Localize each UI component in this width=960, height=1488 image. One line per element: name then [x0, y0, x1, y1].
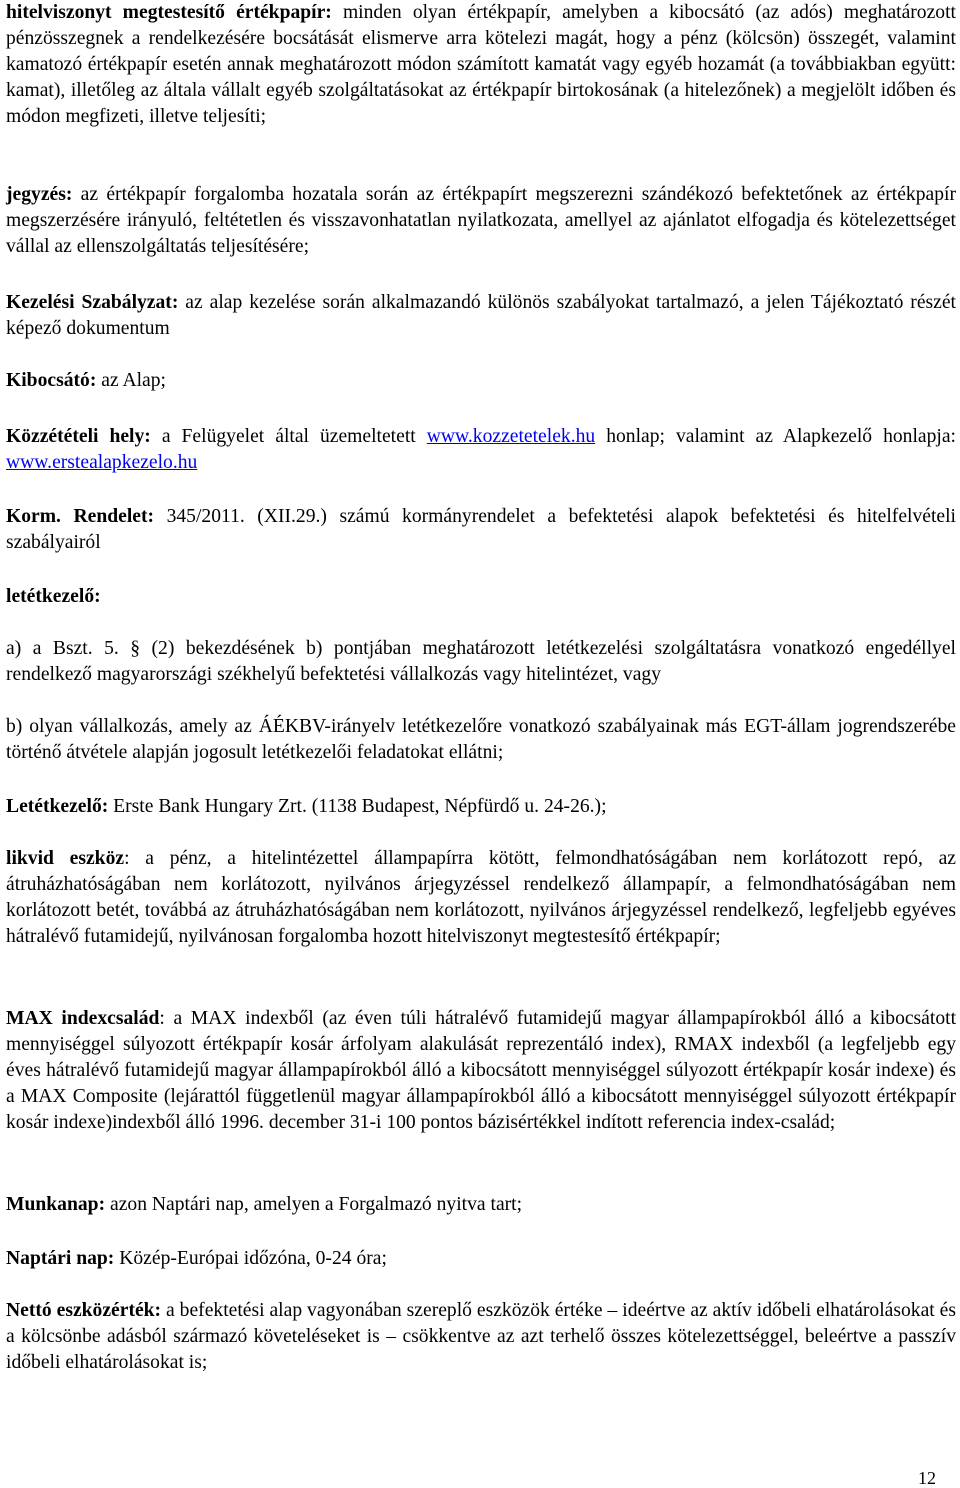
definition-hitelviszonyt — [6, 0, 956, 130]
letetkezelo-item-b — [6, 714, 956, 766]
definition-text-korm-rendelet: 345/2011. (XII.29.) számú kormányrendelet a befektetési alapok befektetési és hitelfelvételi szabályairól — [6, 506, 956, 553]
definition-kozzeteteli-hely — [6, 424, 956, 476]
definition-letetkezelo-heading — [6, 584, 101, 610]
definition-likvid-eszkoz — [6, 846, 956, 950]
definition-text-naptari-nap: Közép-Európai időzóna, 0-24 óra; — [114, 1248, 387, 1269]
definition-jegyzes — [6, 182, 956, 260]
definition-munkanap — [6, 1192, 522, 1218]
term-kozzeteteli-hely: Közzétételi hely: — [6, 426, 151, 447]
term-letetkezelo: letétkezelő: — [6, 586, 101, 607]
term-kibocsato: Kibocsátó: — [6, 370, 97, 391]
definition-kibocsato — [6, 368, 166, 394]
page-number: 12 — [918, 1468, 936, 1488]
definition-text-letetkezelo-erste: Erste Bank Hungary Zrt. (1138 Budapest, Népfürdő u. 24-26.); — [108, 796, 607, 817]
term-letetkezelo-erste: Letétkezelő: — [6, 796, 109, 817]
term-jegyzes: jegyzés: — [6, 184, 73, 205]
term-korm-rendelet: Korm. Rendelet: — [6, 506, 155, 527]
term-kezelesi-szabalyzat: Kezelési Szabályzat: — [6, 292, 179, 313]
letetkezelo-item-a — [6, 636, 956, 688]
term-netto-eszkozertek: Nettó eszközérték: — [6, 1300, 162, 1321]
definition-text-kibocsato: az Alap; — [96, 370, 166, 391]
term-hitelviszonyt: hitelviszonyt megtestesítő értékpapír: — [6, 2, 332, 23]
definition-text-kozzeteteli-hely-b: honlap; valamint az Alapkezelő honlapja: — [595, 426, 956, 447]
erstealapkezelo-link[interactable]: www.erstealapkezelo.hu — [6, 452, 198, 473]
letetkezelo-item-a-text: a) a Bszt. 5. § (2) bekezdésének b) pontjában meghatározott letétkezelési szolgáltatásra vonatkozó engedéllyel rendelkező magyarországi székhelyű befektetési vállalkozás vagy hitelintézet, vagy — [6, 638, 956, 685]
definition-text-likvid-eszkoz: : a pénz, a hitelintézettel állampapírra kötött, felmondhatóságában nem korlátozott repó, az átruházhatóságában nem korlátozott, nyilvános árjegyzéssel rendelkező állampapír, a felmondhatóságában nem korlátozott betét, továbbá az átruházhatóságában nem korlátozott, nyilvános árjegyzéssel rendelkező, legfeljebb egyéves hátralévő futamidejű, nyilvánosan forgalomba hozott hitelviszonyt megtestesítő értékpapír; — [6, 848, 957, 947]
definition-korm-rendelet — [6, 504, 956, 556]
definition-text-hitelviszonyt: minden olyan értékpapír, amelyben a kibocsátó (az adós) meghatározott pénzösszegnek a rendelkezésére bocsátását elismerve arra kötelezi magát, hogy a pénz (kölcsön) összegét, valamint kamatozó értékpapír esetén annak meghatározott módon számított kamatát vagy egyéb hozamát (a továbbiakban együtt: kamat), illetőleg az általa vállalt egyéb szolgáltatásokat az értékpapír birtokosának (a hitelezőnek) a megjelölt időben és módon megfizeti, illetve teljesíti; — [6, 2, 956, 127]
term-munkanap: Munkanap: — [6, 1194, 106, 1215]
definition-letetkezelo-erste — [6, 794, 607, 820]
definition-netto-eszkozertek — [6, 1298, 956, 1376]
definition-text-kozzeteteli-hely-a: a Felügyelet által üzemeltetett — [150, 426, 427, 447]
term-naptari-nap: Naptári nap: — [6, 1248, 115, 1269]
definition-naptari-nap — [6, 1246, 387, 1272]
letetkezelo-item-b-text: b) olyan vállalkozás, amely az ÁÉKBV-irányelv letétkezelőre vonatkozó szabályainak más EGT-állam jogrendszerébe történő átvétele alapján jogosult letétkezelői feladatokat ellátni; — [6, 716, 956, 763]
term-max-indexcsalad: MAX indexcsalád — [6, 1008, 160, 1029]
definition-text-netto-eszkozertek: a befektetési alap vagyonában szereplő eszközök értéke – ideértve az aktív időbeli elhatárolásokat és a kölcsönbe adásból származó követeléseket is – csökkentve az azt terhelő összes kötelezettséggel, beleértve a passzív időbeli elhatárolásokat is; — [6, 1300, 956, 1373]
definition-text-munkanap: azon Naptári nap, amelyen a Forgalmazó nyitva tart; — [105, 1194, 523, 1215]
definition-max-indexcsalad — [6, 1006, 956, 1136]
kozzetetelek-link[interactable]: www.kozzetetelek.hu — [426, 426, 596, 447]
definition-text-max-indexcsalad: : a MAX indexből (az éven túli hátralévő futamidejű magyar állampapírokból álló a kibocsátott mennyiséggel súlyozott értékpapír kosár árfolyam alakulását reprezentáló index), RMAX indexből (a legfeljebb egy éves hátralévő futamidejű magyar állampapírokból álló a kibocsátott mennyiséggel súlyozott értékpapír kosár indexe) és a MAX Composite (lejárattól függetlenül magyar állampapírokból álló a kibocsátott mennyiséggel súlyozott értékpapír kosár indexe)indexből álló 1996. december 31-i 100 pontos bázisértékkel indított referencia index-család; — [6, 1008, 957, 1133]
definition-text-kezelesi-szabalyzat: az alap kezelése során alkalmazandó különös szabályokat tartalmazó, a jelen Tájékoztató részét képező dokumentum — [6, 292, 956, 339]
term-likvid-eszkoz: likvid eszköz — [6, 848, 125, 869]
definition-text-jegyzes: az értékpapír forgalomba hozatala során az értékpapírt megszerezni szándékozó befektetőnek az értékpapír megszerzésére irányuló, feltétetlen és visszavonhatatlan nyilatkozata, amellyel az ajánlatot elfogadja és kötelezettséget vállal az ellenszolgáltatás teljesítésére; — [6, 184, 956, 257]
definition-kezelesi-szabalyzat — [6, 290, 956, 342]
